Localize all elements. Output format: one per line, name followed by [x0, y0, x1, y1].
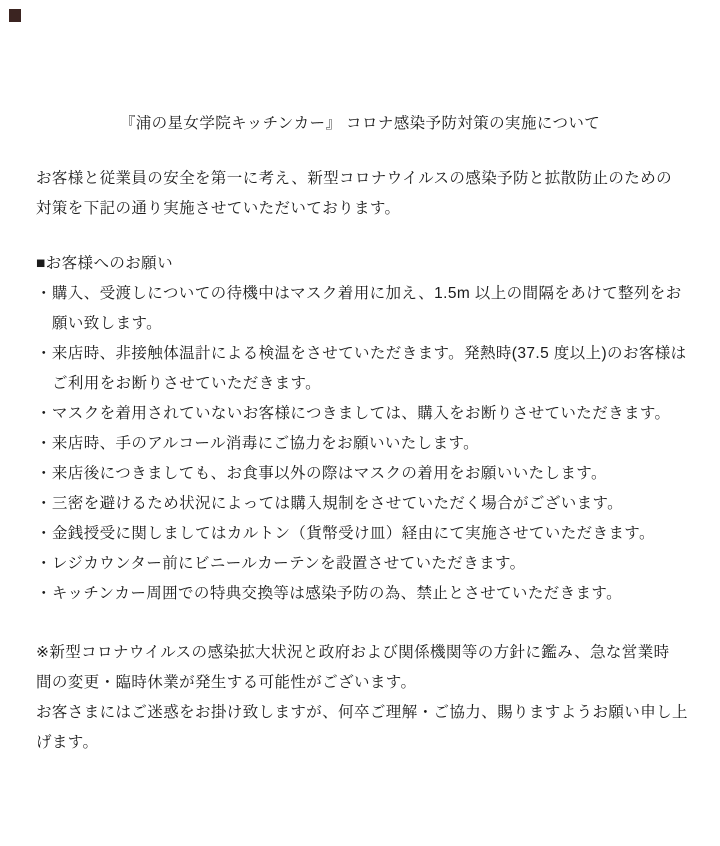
- request-item-line: ・来店時、非接触体温計による検温をさせていただきます。発熱時(37.5 度以上)のお客様は: [36, 345, 687, 362]
- request-item-line: ・キッチンカー周囲での特典交換等は感染予防の為、禁止とさせていただきます。: [36, 585, 622, 602]
- document-title: 『浦の星女学院キッチンカー』 コロナ感染予防対策の実施について: [119, 115, 601, 132]
- notice-paragraph-line: 間の変更・臨時休業が発生する可能性がございます。: [36, 674, 417, 691]
- image-placeholder-marker: [9, 9, 21, 22]
- request-item-continuation-line: ご利用をお断りさせていただきます。: [52, 375, 322, 392]
- intro-paragraph-line: お客様と従業員の安全を第一に考え、新型コロナウイルスの感染予防と拡散防止のための: [36, 170, 673, 187]
- notice-paragraph-line: げます。: [36, 734, 99, 751]
- request-item-line: ・購入、受渡しについての待機中はマスク着用に加え、1.5m 以上の間隔をあけて整列をお: [36, 285, 682, 302]
- request-item-continuation-line: 願い致します。: [52, 315, 163, 332]
- notice-paragraph-line: ※新型コロナウイルスの感染拡大状況と政府および関係機関等の方針に鑑み、急な営業時: [36, 644, 670, 661]
- request-item-line: ・来店時、手のアルコール消毒にご協力をお願いいたします。: [36, 435, 480, 452]
- request-item-line: ・三密を避けるため状況によっては購入規制をさせていただく場合がございます。: [36, 495, 624, 512]
- notice-paragraph-line: お客さまにはご迷惑をお掛け致しますが、何卒ご理解・ご協力、賜りますようお願い申し上: [36, 704, 688, 721]
- request-item-line: ・レジカウンター前にビニールカーテンを設置させていただきます。: [36, 555, 526, 572]
- request-item-line: ・マスクを着用されていないお客様につきましては、購入をお断りさせていただきます。: [36, 405, 671, 422]
- intro-paragraph-line: 対策を下記の通り実施させていただいております。: [36, 200, 401, 217]
- request-item-line: ・来店後につきましても、お食事以外の際はマスクの着用をお願いいたします。: [36, 465, 607, 482]
- section-heading: ■お客様へのお願い: [36, 255, 173, 272]
- request-item-line: ・金銭授受に関しましてはカルトン（貨幣受け皿）経由にて実施させていただきます。: [36, 525, 655, 542]
